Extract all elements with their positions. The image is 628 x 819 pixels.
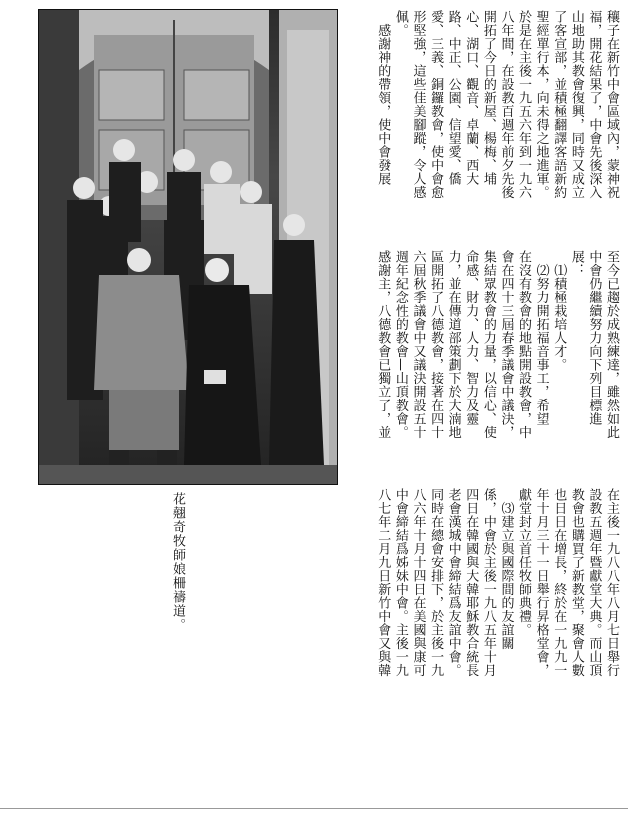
text-line: 山地助其教會復興，同時又成立 <box>568 10 584 199</box>
text-line: 四日在韓國與大韓耶穌教合統長 <box>463 488 479 677</box>
text-line: 命感、財力、人力、智力及靈 <box>463 250 479 426</box>
text-line: 開拓了今日的新屋、楊梅、埔 <box>480 10 496 186</box>
text-line: 同時在總會安排下，於主後一九 <box>428 488 444 677</box>
photo-caption: 花翹奇牧師娘柵禱道。 <box>170 492 185 632</box>
bottom-rule <box>0 808 628 809</box>
text-line: 至今已趨於成熟練達，雖然如此 <box>604 250 619 439</box>
text-line: 獻堂封立首任牧師典禮。 <box>516 488 532 637</box>
group-photo <box>38 9 338 485</box>
text-line: 也日日在增長，終於在一九九一 <box>551 488 567 677</box>
text-line: ⑵努力開拓福音事工，希望 <box>533 250 549 426</box>
text-line: ⑶建立與國際間的友誼關 <box>498 488 514 650</box>
text-line: 六屆秋季議會中又議決開設五十 <box>410 250 426 439</box>
text-line: 形堅強，這些佳美腳蹤，令人感 <box>410 10 426 199</box>
text-line: 教會也購買了新教堂，聚會人數 <box>568 488 584 677</box>
text-line: 感謝神的帶領，使中會發展 <box>375 10 391 186</box>
text-line: 八七年二月九日新竹中會又與韓 <box>375 488 391 677</box>
text-line: 路、中正、公園、信望愛、僑 <box>445 10 461 186</box>
text-line: 佩。 <box>392 10 408 37</box>
text-line: 設教五週年暨獻堂大典。而山頂 <box>586 488 602 677</box>
text-line: 會在四十三屆春季議會中議決， <box>498 250 514 439</box>
text-line: 愛、三義、銅鑼教會，使中會愈 <box>428 10 444 199</box>
text-line: 區開拓了八德教會，接著在四十 <box>428 250 444 439</box>
group-photo-illustration <box>39 10 337 484</box>
text-line: 於是在主後一九五六年到一九六 <box>516 10 532 199</box>
text-block-top-middle <box>370 250 620 485</box>
text-line: 週年紀念性的教會—山頂教會。 <box>392 250 408 439</box>
text-line: 了客宣部，並積極翻譯客語新約 <box>551 10 567 199</box>
text-line: 集結眾教會的力量，以信心、使 <box>480 250 496 439</box>
text-line: 在主後一九八八年八月七日舉行 <box>604 488 619 677</box>
text-line: 中會仍繼續努力向下列目標進 <box>586 250 602 426</box>
text-line: 中會締結爲姊妹中會。主後一九 <box>392 488 408 677</box>
text-line: 力，並在傳道部策劃下於大湳地 <box>445 250 461 439</box>
text-line: 聖經單行本，向未得之地進軍。 <box>533 10 549 199</box>
text-line: 感謝主，八德教會已獨立了，並 <box>375 250 391 439</box>
text-line: 在沒有教會的地點開設教會，中 <box>516 250 532 439</box>
text-line: 八年間，在設教百週年前夕先後 <box>498 10 514 199</box>
text-line: 係，中會於主後一九八五年十月 <box>480 488 496 677</box>
text-line: 年十月三十一日舉行昇格堂會， <box>533 488 549 677</box>
text-line: ⑴積極栽培人才。 <box>551 250 567 372</box>
text-line: 福，開花結果了，中會先後深入 <box>586 10 602 199</box>
text-line: 老會漢城中會締結爲友誼中會。 <box>445 488 461 677</box>
text-line: 八六年十月十四日在美國與康可 <box>410 488 426 677</box>
text-line: 心、湖口、觀音、卓蘭、西大 <box>463 10 479 186</box>
spacer <box>355 250 356 251</box>
text-line: 展： <box>568 250 584 277</box>
text-block-lower-right <box>370 488 620 808</box>
text-line: 穰子在新竹中會區域內，蒙神祝 <box>604 10 619 199</box>
